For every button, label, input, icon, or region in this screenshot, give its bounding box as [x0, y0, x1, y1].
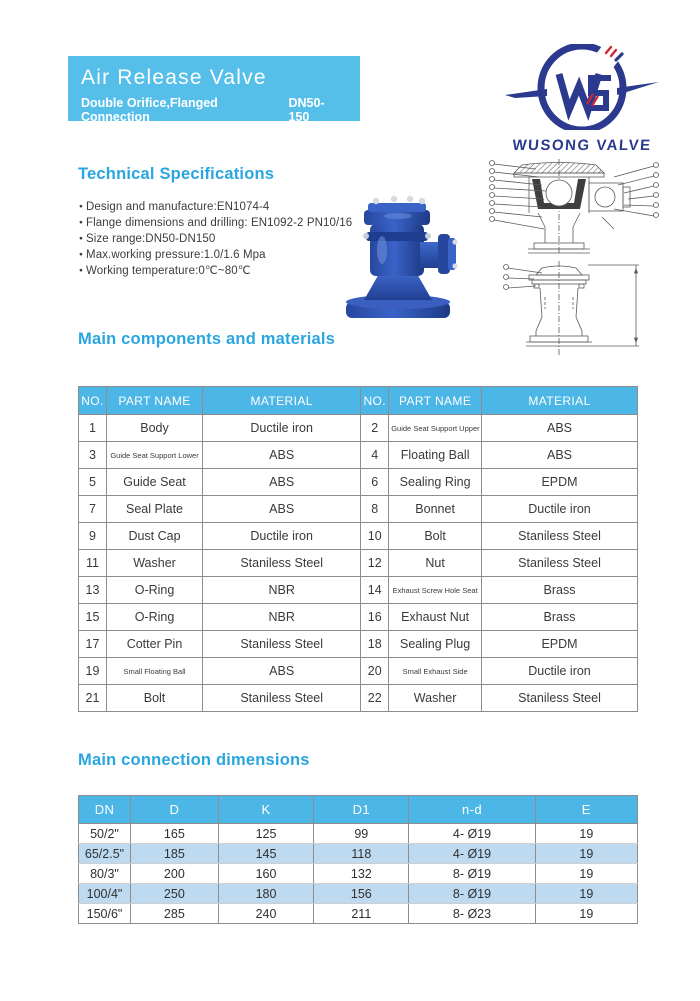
- components-cell: 15: [79, 604, 107, 631]
- dimensions-cell: 50/2": [79, 824, 131, 844]
- dimensions-column-header: n-d: [409, 796, 535, 824]
- dimensions-cell: 118: [314, 844, 409, 864]
- components-cell: 17: [79, 631, 107, 658]
- components-cell: Cotter Pin: [106, 631, 202, 658]
- dimensions-column-header: D: [130, 796, 218, 824]
- components-cell: Staniless Steel: [482, 550, 638, 577]
- brand-wordmark: WUSONG VALVE: [511, 137, 653, 154]
- product-title: Air Release Valve: [81, 66, 267, 89]
- components-cell: 3: [79, 442, 107, 469]
- dimensions-cell: 99: [314, 824, 409, 844]
- components-cell: Bolt: [389, 523, 482, 550]
- components-cell: 21: [79, 685, 107, 712]
- dimensions-cell: 80/3": [79, 864, 131, 884]
- components-cell: Seal Plate: [106, 496, 202, 523]
- components-table-header-row: [79, 387, 638, 415]
- dimensions-cell: 125: [218, 824, 314, 844]
- components-cell: Floating Ball: [389, 442, 482, 469]
- components-cell: 14: [361, 577, 389, 604]
- components-column-header: MATERIAL: [482, 387, 638, 415]
- dimensions-cell: 200: [130, 864, 218, 884]
- tech-spec-item: ● Max.working pressure:1.0/1.6 Mpa: [79, 247, 352, 263]
- dimensions-cell: 100/4": [79, 884, 131, 904]
- components-cell: Exhaust Nut: [389, 604, 482, 631]
- components-cell: Dust Cap: [106, 523, 202, 550]
- components-cell: O-Ring: [106, 577, 202, 604]
- dimensions-cell: 160: [218, 864, 314, 884]
- dimensions-cell: 8- Ø19: [409, 884, 535, 904]
- components-cell: 11: [79, 550, 107, 577]
- components-cell: Brass: [482, 577, 638, 604]
- dimensions-cell: 180: [218, 884, 314, 904]
- components-cell: Bonnet: [389, 496, 482, 523]
- components-cell: Staniless Steel: [203, 685, 361, 712]
- components-cell: Ductile iron: [482, 496, 638, 523]
- components-cell: Brass: [482, 604, 638, 631]
- components-cell: 16: [361, 604, 389, 631]
- components-table-row: [79, 550, 638, 577]
- components-table-row: [79, 442, 638, 469]
- components-cell: EPDM: [482, 469, 638, 496]
- components-cell: Bolt: [106, 685, 202, 712]
- dimensions-cell: 185: [130, 844, 218, 864]
- components-cell: Staniless Steel: [203, 550, 361, 577]
- dimensions-cell: 211: [314, 904, 409, 924]
- dimensions-cell: 285: [130, 904, 218, 924]
- dimensions-table: [78, 795, 638, 924]
- components-table-row: [79, 415, 638, 442]
- tech-spec-item: ● Working temperature:0℃~80℃: [79, 263, 352, 279]
- valve-photo: [338, 186, 466, 324]
- components-cell: ABS: [203, 496, 361, 523]
- components-cell: Guide Seat Support Upper: [389, 415, 482, 442]
- product-subtitle: Double Orifice,Flanged Connection: [81, 96, 218, 124]
- dimensions-table-row: [79, 864, 638, 884]
- components-cell: Guide Seat Support Lower: [106, 442, 202, 469]
- dimensions-cell: 19: [535, 844, 637, 864]
- components-cell: 12: [361, 550, 389, 577]
- components-cell: 8: [361, 496, 389, 523]
- components-cell: ABS: [203, 469, 361, 496]
- components-cell: 9: [79, 523, 107, 550]
- dimensions-cell: 19: [535, 824, 637, 844]
- dimensions-cell: 19: [535, 904, 637, 924]
- components-table-row: [79, 604, 638, 631]
- dimensions-cell: 132: [314, 864, 409, 884]
- components-cell: Sealing Ring: [389, 469, 482, 496]
- components-column-header: NO.: [79, 387, 107, 415]
- dimensions-cell: 8- Ø23: [409, 904, 535, 924]
- components-cell: 1: [79, 415, 107, 442]
- components-cell: Exhaust Screw Hole Seat: [389, 577, 482, 604]
- components-cell: Small Floating Ball: [106, 658, 202, 685]
- components-cell: NBR: [203, 604, 361, 631]
- dimensions-cell: 250: [130, 884, 218, 904]
- tech-specs-list: [79, 199, 352, 279]
- components-cell: Washer: [106, 550, 202, 577]
- components-cell: ABS: [203, 442, 361, 469]
- components-cell: 5: [79, 469, 107, 496]
- dimensions-heading: Main connection dimensions: [78, 751, 310, 769]
- dimensions-column-header: DN: [79, 796, 131, 824]
- components-table-row: [79, 658, 638, 685]
- components-cell: NBR: [203, 577, 361, 604]
- dimensions-cell: 19: [535, 884, 637, 904]
- components-table-row: [79, 523, 638, 550]
- dimensions-table-row: [79, 844, 638, 864]
- components-cell: 6: [361, 469, 389, 496]
- components-table-row: [79, 631, 638, 658]
- components-cell: 13: [79, 577, 107, 604]
- technical-drawing: [484, 157, 666, 359]
- components-heading: Main components and materials: [78, 330, 336, 348]
- components-cell: 2: [361, 415, 389, 442]
- dimensions-cell: 240: [218, 904, 314, 924]
- dimensions-table-row: [79, 904, 638, 924]
- dimensions-cell: 19: [535, 864, 637, 884]
- dimensions-cell: 4- Ø19: [409, 824, 535, 844]
- components-cell: Ductile iron: [203, 415, 361, 442]
- tech-specs-heading: Technical Specifications: [78, 165, 275, 183]
- components-column-header: MATERIAL: [203, 387, 361, 415]
- components-cell: 7: [79, 496, 107, 523]
- dimensions-table-header-row: [79, 796, 638, 824]
- components-cell: 10: [361, 523, 389, 550]
- components-cell: 20: [361, 658, 389, 685]
- components-cell: Small Exhaust Side: [389, 658, 482, 685]
- dimensions-column-header: E: [535, 796, 637, 824]
- components-cell: ABS: [203, 658, 361, 685]
- components-cell: 22: [361, 685, 389, 712]
- tech-spec-item: ● Flange dimensions and drilling: EN1092-2 PN10/16: [79, 215, 352, 231]
- components-cell: EPDM: [482, 631, 638, 658]
- components-cell: Ductile iron: [482, 658, 638, 685]
- dimensions-cell: 165: [130, 824, 218, 844]
- components-cell: Guide Seat: [106, 469, 202, 496]
- components-table-row: [79, 469, 638, 496]
- dimensions-cell: 145: [218, 844, 314, 864]
- components-cell: Ductile iron: [203, 523, 361, 550]
- components-table-row: [79, 496, 638, 523]
- dimensions-cell: 65/2.5": [79, 844, 131, 864]
- components-cell: Sealing Plug: [389, 631, 482, 658]
- brand-logo-icon: [503, 44, 661, 130]
- brand-logo: [503, 44, 661, 154]
- dimensions-table-row: [79, 884, 638, 904]
- tech-spec-item: ● Design and manufacture:EN1074-4: [79, 199, 352, 215]
- dimensions-column-header: D1: [314, 796, 409, 824]
- components-cell: Staniless Steel: [203, 631, 361, 658]
- dimensions-table-row: [79, 824, 638, 844]
- components-table: [78, 386, 638, 712]
- components-cell: Staniless Steel: [482, 685, 638, 712]
- tech-spec-item: ● Size range:DN50-DN150: [79, 231, 352, 247]
- dimensions-cell: 8- Ø19: [409, 864, 535, 884]
- dimensions-cell: 150/6": [79, 904, 131, 924]
- components-cell: 4: [361, 442, 389, 469]
- components-cell: Nut: [389, 550, 482, 577]
- components-cell: Staniless Steel: [482, 523, 638, 550]
- dimensions-column-header: K: [218, 796, 314, 824]
- product-size-code: DN50-150: [288, 96, 325, 124]
- dimensions-cell: 4- Ø19: [409, 844, 535, 864]
- components-column-header: NO.: [361, 387, 389, 415]
- components-column-header: PART NAME: [389, 387, 482, 415]
- components-cell: 18: [361, 631, 389, 658]
- product-title-box: [68, 56, 360, 124]
- components-table-row: [79, 577, 638, 604]
- components-column-header: PART NAME: [106, 387, 202, 415]
- components-cell: Body: [106, 415, 202, 442]
- components-cell: Washer: [389, 685, 482, 712]
- components-table-row: [79, 685, 638, 712]
- components-cell: O-Ring: [106, 604, 202, 631]
- components-cell: ABS: [482, 442, 638, 469]
- components-cell: ABS: [482, 415, 638, 442]
- dimensions-cell: 156: [314, 884, 409, 904]
- components-cell: 19: [79, 658, 107, 685]
